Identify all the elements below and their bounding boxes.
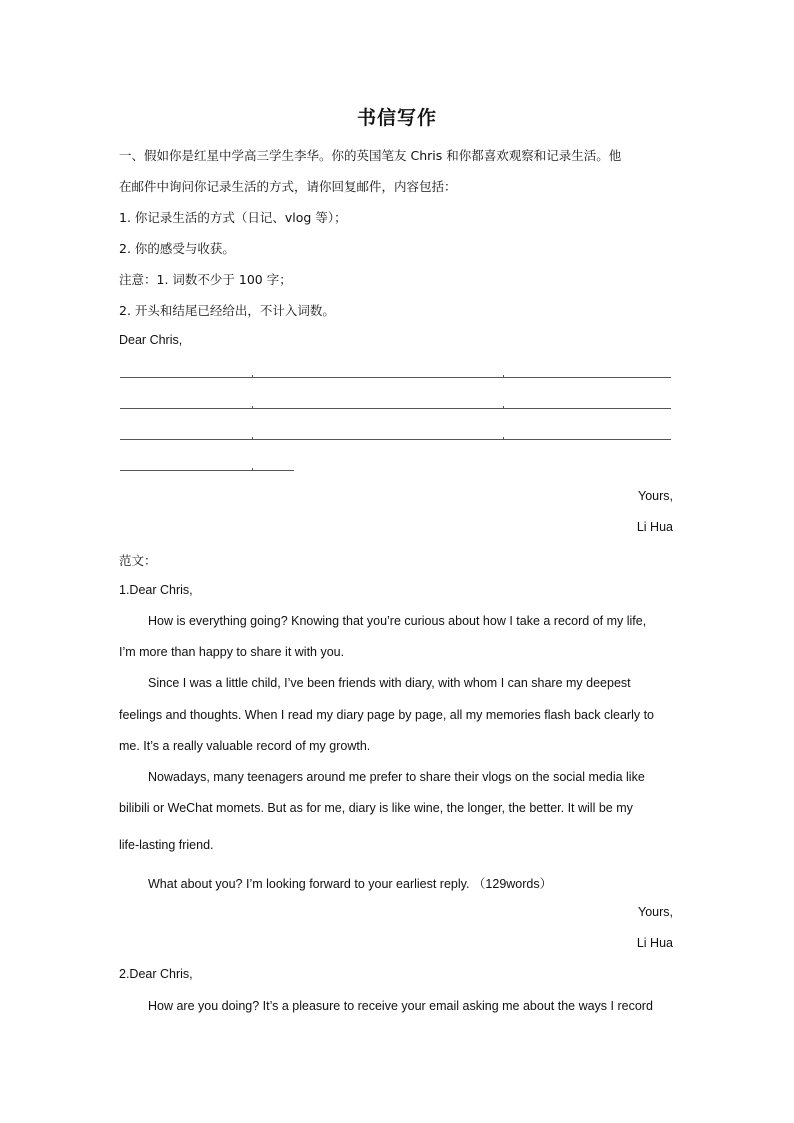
writing-line-4-tick-a: [252, 468, 253, 471]
sample1-line-1: How is everything going? Knowing that you’re curious about how I take a record of my life,: [148, 614, 647, 628]
sample1-salutation: 1.Dear Chris,: [119, 583, 193, 597]
writing-line-2-tick-b: [503, 406, 504, 409]
writing-line-1-tick-b: [503, 375, 504, 378]
page-title: 书信写作: [356, 107, 437, 129]
prompt-note-1: 注意：1. 词数不少于 100 字；: [119, 272, 292, 287]
writing-line-1-tick-a: [252, 375, 253, 378]
writing-line-3: [120, 439, 671, 440]
sample1-line-7: bilibili or WeChat momets. But as for me, diary is like wine, the longer, the better. It will be my: [119, 801, 633, 815]
sample1-signature: Li Hua: [636, 936, 673, 950]
sample1-line-3: Since I was a little child, I’ve been friends with diary, with whom I can share my deepest: [148, 676, 631, 690]
writing-line-4: [120, 470, 294, 471]
prompt-line-1: 一、假如你是红星中学高三学生李华。你的英国笔友 Chris 和你都喜欢观察和记录生活。他: [119, 148, 622, 163]
sample1-line-4: feelings and thoughts. When I read my diary page by page, all my memories flash back clearly to: [119, 708, 654, 722]
prompt-line-2: 在邮件中询问你记录生活的方式，请你回复邮件，内容包括：: [119, 179, 457, 194]
writing-line-1: [120, 377, 671, 378]
sample2-line-1: How are you doing? It’s a pleasure to receive your email asking me about the ways I record: [148, 999, 653, 1013]
sample1-closing: Yours,: [638, 905, 673, 919]
template-closing: Yours,: [638, 489, 673, 503]
sample2-salutation: 2.Dear Chris,: [119, 967, 193, 981]
sample1-line-9: What about you? I’m looking forward to your earliest reply. （129words）: [148, 877, 553, 891]
prompt-note-2: 2. 开头和结尾已经给出，不计入词数。: [119, 303, 335, 318]
sample1-line-8: life-lasting friend.: [119, 838, 214, 852]
prompt-item-1: 1. 你记录生活的方式（日记、vlog 等）；: [119, 210, 347, 225]
prompt-item-2: 2. 你的感受与收获。: [119, 241, 235, 256]
writing-line-3-tick-a: [252, 437, 253, 440]
template-salutation: Dear Chris,: [119, 333, 183, 347]
sample1-line-2: I’m more than happy to share it with you.: [119, 645, 345, 659]
writing-line-2-tick-a: [252, 406, 253, 409]
writing-line-3-tick-b: [503, 437, 504, 440]
sample-heading: 范文：: [119, 553, 157, 568]
template-signature: Li Hua: [636, 520, 673, 534]
sample1-line-5: me. It’s a really valuable record of my growth.: [119, 739, 371, 753]
writing-line-2: [120, 408, 671, 409]
sample1-line-6: Nowadays, many teenagers around me prefer to share their vlogs on the social media like: [148, 770, 645, 784]
